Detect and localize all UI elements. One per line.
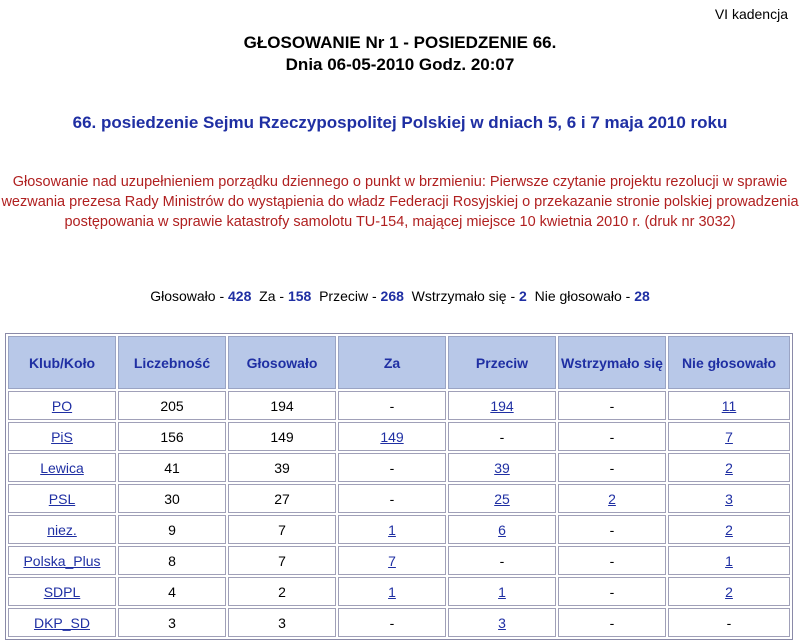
summary-glosowalo-value: 428 (228, 288, 252, 304)
club-cell[interactable] (8, 515, 116, 544)
wstrzymalo-cell[interactable] (558, 484, 666, 513)
kadencja-label: VI kadencja (714, 6, 788, 22)
za-cell[interactable] (338, 515, 446, 544)
club-link[interactable]: PiS (51, 428, 73, 445)
column-header-klub: Klub/Koło (8, 336, 116, 389)
nie-glosowalo-cell[interactable] (668, 546, 790, 575)
za-link[interactable]: 1 (388, 583, 396, 600)
za-cell[interactable] (338, 422, 446, 451)
liczebnosc-cell: 8 (118, 546, 226, 575)
club-cell[interactable] (8, 608, 116, 637)
przeciw-cell: - (448, 422, 556, 451)
glosowalo-cell: 39 (228, 453, 336, 482)
przeciw-cell[interactable] (448, 484, 556, 513)
club-link[interactable]: niez. (47, 521, 77, 538)
summary-za-label: Za - (259, 288, 285, 304)
przeciw-cell[interactable] (448, 577, 556, 606)
summary-za-value: 158 (287, 288, 312, 304)
wstrzymalo-cell: - (558, 422, 666, 451)
liczebnosc-cell: 205 (118, 391, 226, 420)
table-header-row (8, 336, 790, 389)
session-title: 66. posiedzenie Sejmu Rzeczypospolitej Polskiej w dniach 5, 6 i 7 maja 2010 roku (72, 113, 728, 132)
votes-table (5, 333, 793, 640)
club-cell[interactable] (8, 422, 116, 451)
table-row (8, 515, 790, 544)
nie-glosowalo-cell[interactable] (668, 484, 790, 513)
przeciw-cell[interactable] (448, 453, 556, 482)
wstrzymalo-cell: - (558, 608, 666, 637)
wstrzymalo-cell: - (558, 391, 666, 420)
nie-glosowalo-link[interactable]: 1 (725, 552, 733, 569)
column-header-liczebnosc: Liczebność (118, 336, 226, 389)
przeciw-link[interactable]: 3 (498, 614, 506, 631)
przeciw-cell[interactable] (448, 608, 556, 637)
column-header-glosowalo: Głosowało (228, 336, 336, 389)
glosowalo-cell: 149 (228, 422, 336, 451)
club-link[interactable]: PO (51, 397, 73, 414)
table-row (8, 422, 790, 451)
liczebnosc-cell: 9 (118, 515, 226, 544)
summary-przeciw-label: Przeciw - (319, 288, 377, 304)
za-cell: - (338, 453, 446, 482)
nie-glosowalo-link[interactable]: 7 (725, 428, 733, 445)
column-header-nie-glosowalo: Nie głosowało (668, 336, 790, 389)
liczebnosc-cell: 30 (118, 484, 226, 513)
nie-glosowalo-link[interactable]: 11 (721, 397, 737, 414)
za-cell: - (338, 391, 446, 420)
nie-glosowalo-link[interactable]: 2 (725, 583, 733, 600)
club-link[interactable]: DKP_SD (33, 614, 91, 631)
nie-glosowalo-cell[interactable] (668, 422, 790, 451)
glosowalo-cell: 7 (228, 546, 336, 575)
za-cell[interactable] (338, 546, 446, 575)
column-header-wstrzymalo: Wstrzymało się (558, 336, 666, 389)
vote-date: Dnia 06-05-2010 Godz. 20:07 (285, 55, 515, 74)
nie-glosowalo-cell[interactable] (668, 515, 790, 544)
za-cell: - (338, 484, 446, 513)
vote-subject: Głosowanie nad uzupełnieniem porządku dziennego o punkt w brzmieniu: Pierwsze czytanie projektu rezolucji w sprawie wezwania prezesa Rady Ministrów do wystąpienia do władz Federacji Rosyjskiej o przekazanie stronie polskiej prowadzenia postępowania w sprawie katastrofy samolotu TU-154, mającej miejsce 10 kwietnia 2010 r. (druk nr 3032) (1, 174, 799, 230)
club-cell[interactable] (8, 453, 116, 482)
za-cell[interactable] (338, 577, 446, 606)
za-link[interactable]: 7 (388, 552, 396, 569)
wstrzymalo-cell: - (558, 546, 666, 575)
table-row (8, 484, 790, 513)
club-link[interactable]: Lewica (40, 459, 84, 476)
za-link[interactable]: 149 (380, 428, 404, 445)
przeciw-link[interactable]: 39 (494, 459, 510, 476)
nie-glosowalo-link[interactable]: 3 (725, 490, 733, 507)
summary-wstrzymalo-label: Wstrzymało się - (411, 288, 516, 304)
table-row (8, 608, 790, 637)
przeciw-cell[interactable] (448, 391, 556, 420)
vote-title: GŁOSOWANIE Nr 1 - POSIEDZENIE 66. (243, 33, 557, 52)
za-cell: - (338, 608, 446, 637)
club-cell[interactable] (8, 484, 116, 513)
summary-nie-glosowalo-value: 28 (634, 288, 650, 304)
wstrzymalo-cell: - (558, 453, 666, 482)
przeciw-cell: - (448, 546, 556, 575)
club-link[interactable]: SDPL (43, 583, 81, 600)
summary-glosowalo-label: Głosowało - (150, 288, 225, 304)
liczebnosc-cell: 3 (118, 608, 226, 637)
glosowalo-cell: 7 (228, 515, 336, 544)
wstrzymalo-cell: - (558, 577, 666, 606)
za-link[interactable]: 1 (388, 521, 396, 538)
glosowalo-cell: 27 (228, 484, 336, 513)
column-header-za: Za (338, 336, 446, 389)
przeciw-link[interactable]: 25 (494, 490, 510, 507)
nie-glosowalo-cell[interactable] (668, 391, 790, 420)
club-cell[interactable] (8, 391, 116, 420)
club-cell[interactable] (8, 546, 116, 575)
liczebnosc-cell: 4 (118, 577, 226, 606)
club-cell[interactable] (8, 577, 116, 606)
summary-wstrzymalo-value: 2 (519, 288, 527, 304)
wstrzymalo-link[interactable]: 2 (608, 490, 616, 507)
glosowalo-cell: 3 (228, 608, 336, 637)
table-row (8, 546, 790, 575)
nie-glosowalo-link[interactable]: 2 (725, 521, 733, 538)
nie-glosowalo-cell: - (668, 608, 790, 637)
vote-summary (0, 288, 800, 304)
liczebnosc-cell: 156 (118, 422, 226, 451)
glosowalo-cell: 2 (228, 577, 336, 606)
przeciw-link[interactable]: 1 (498, 583, 506, 600)
club-link[interactable]: Polska_Plus (23, 552, 101, 569)
nie-glosowalo-cell[interactable] (668, 453, 790, 482)
glosowalo-cell: 194 (228, 391, 336, 420)
liczebnosc-cell: 41 (118, 453, 226, 482)
table-row (8, 453, 790, 482)
summary-nie-glosowalo-label: Nie głosowało - (534, 288, 631, 304)
nie-glosowalo-link[interactable]: 2 (725, 459, 733, 476)
table-row (8, 577, 790, 606)
wstrzymalo-cell: - (558, 515, 666, 544)
summary-przeciw-value: 268 (380, 288, 404, 304)
table-row (8, 391, 790, 420)
column-header-przeciw: Przeciw (448, 336, 556, 389)
przeciw-cell[interactable] (448, 515, 556, 544)
club-link[interactable]: PSL (48, 490, 76, 507)
przeciw-link[interactable]: 194 (490, 397, 514, 414)
przeciw-link[interactable]: 6 (498, 521, 506, 538)
nie-glosowalo-cell[interactable] (668, 577, 790, 606)
